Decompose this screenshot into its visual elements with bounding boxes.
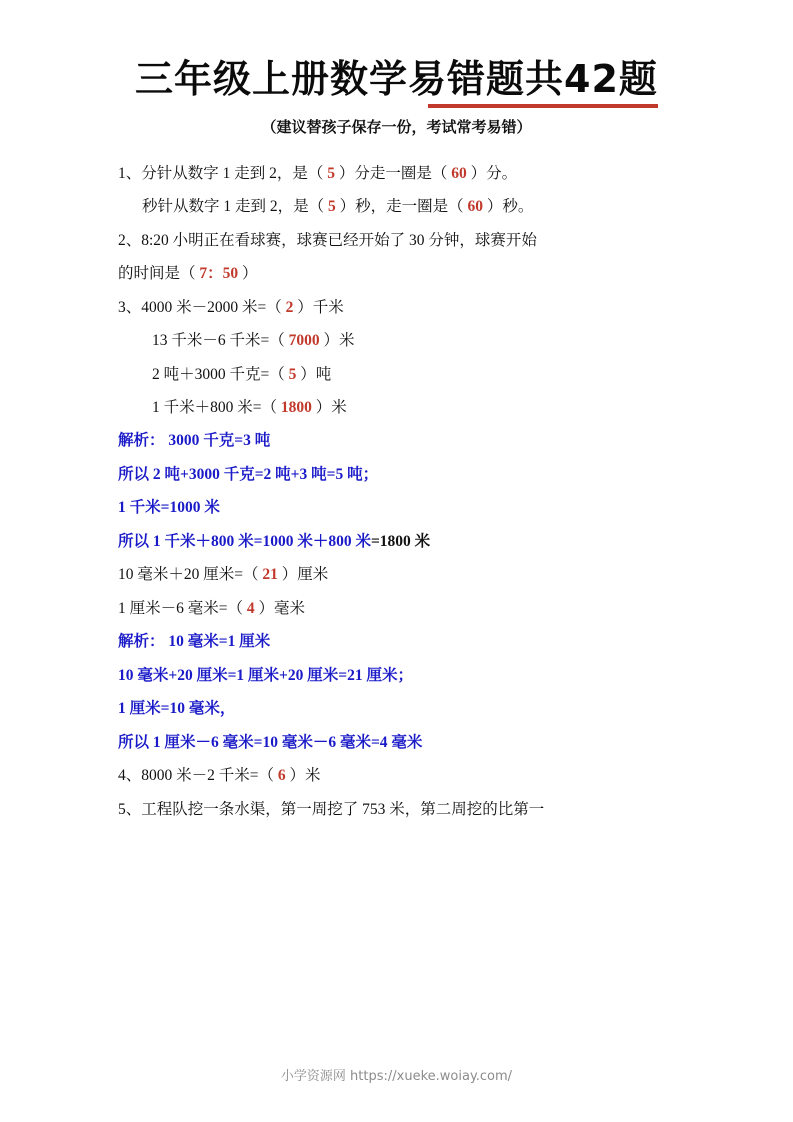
question-3-line-5 xyxy=(118,564,727,586)
q3-l5-part-a: 10 毫米＋20 厘米=（ xyxy=(118,566,259,584)
q3-l2-answer: 7000 xyxy=(288,332,320,350)
q4-part-a: 4、8000 米－2 千米=（ xyxy=(118,767,274,785)
q1-l2-answer-1: 5 xyxy=(328,198,336,216)
question-3-line-2 xyxy=(118,330,727,352)
q3-l6-answer: 4 xyxy=(246,599,255,617)
q1-l2-part-c: ）秒。 xyxy=(486,198,534,216)
explanation-2-label: 解析： xyxy=(118,633,165,651)
question-2-line-2 xyxy=(118,263,727,285)
q1-l1-answer-1: 5 xyxy=(327,164,336,182)
q3-l5-part-b: ）厘米 xyxy=(281,566,329,584)
q3-l2-part-a: 13 千米－6 千米=（ xyxy=(152,332,285,350)
page-subtitle: （建议替孩子保存一份，考试常考易错） xyxy=(261,117,532,136)
explanation-1-line-2: 所以 2 吨+3000 千克=2 吨+3 吨=5 吨； xyxy=(118,465,379,483)
q1-l2-part-b: ）秒，走一圈是（ xyxy=(339,198,464,216)
title-block xyxy=(0,58,793,137)
explanation-2-line-4: 所以 1 厘米－6 毫米=10 毫米－6 毫米=4 毫米 xyxy=(118,733,423,751)
title-underline xyxy=(428,104,658,108)
explanation-2-text: 10 毫米=1 厘米 xyxy=(168,633,271,651)
question-2-line-1: 2、8:20 小明正在看球赛，球赛已经开始了 30 分钟，球赛开始 xyxy=(118,231,537,249)
question-3-line-4 xyxy=(118,397,727,419)
page-title xyxy=(135,58,658,102)
q3-l3-part-a: 2 吨＋3000 千克=（ xyxy=(152,365,285,383)
question-1-line-2 xyxy=(118,196,727,218)
explanation-1-line-3: 1 千米=1000 米 xyxy=(118,499,220,517)
question-1-line-1 xyxy=(118,163,727,185)
question-4-line-1 xyxy=(118,765,727,787)
explanation-2-line-2: 10 毫米+20 厘米=1 厘米+20 厘米=21 厘米； xyxy=(118,666,413,684)
q3-l3-answer: 5 xyxy=(288,365,297,383)
q2-l2-part-a: 的时间是（ xyxy=(118,265,196,283)
q4-part-b: ）米 xyxy=(289,767,321,785)
q1-l2-part-a: 秒针从数字 1 走到 2，是（ xyxy=(142,198,325,216)
explanation-2-line-3: 1 厘米=10 毫米， xyxy=(118,700,236,718)
question-5-line-1: 5、工程队挖一条水渠，第一周挖了 753 米，第二周挖的比第一 xyxy=(118,800,545,818)
q3-l2-part-b: ）米 xyxy=(323,332,355,350)
q3-l3-part-b: ）吨 xyxy=(300,365,332,383)
explanation-1-line-4-bold: 所以 1 千米＋800 米=1000 米＋800 米 xyxy=(118,532,371,550)
q4-answer: 6 xyxy=(277,767,286,785)
question-3-line-6 xyxy=(118,598,727,620)
q1-l2-answer-2: 60 xyxy=(467,198,484,216)
q1-l1-part-c: ）分。 xyxy=(470,164,518,182)
explanation-1-text: 3000 千克=3 吨 xyxy=(168,432,271,450)
explanation-2-line-1 xyxy=(118,631,727,653)
q3-l5-answer: 21 xyxy=(262,566,278,584)
q3-l4-answer: 1800 xyxy=(280,398,312,416)
footer-watermark: 小学资源网 https://xueke.woiay.com/ xyxy=(280,1069,513,1084)
q2-l2-part-b: ） xyxy=(242,265,258,283)
q1-l1-part-a: 1、分针从数字 1 走到 2，是（ xyxy=(118,164,324,182)
q3-l1-part-a: 3、4000 米－2000 米=（ xyxy=(118,298,282,316)
q3-l1-answer: 2 xyxy=(285,298,294,316)
explanation-1-line-4-tail: =1800 米 xyxy=(370,532,431,550)
explanation-1-line-1 xyxy=(118,430,727,452)
explanation-1-line-4 xyxy=(118,531,727,553)
q3-l6-part-b: ）毫米 xyxy=(258,599,306,617)
page-title-text: 三年级上册数学易错题共42题 xyxy=(135,57,658,101)
q1-l1-answer-2: 60 xyxy=(451,164,467,182)
q3-l4-part-a: 1 千米＋800 米=（ xyxy=(152,398,277,416)
q3-l1-part-b: ）千米 xyxy=(297,298,344,316)
question-3-line-3 xyxy=(118,364,727,386)
question-3-line-1 xyxy=(118,297,727,319)
document-body xyxy=(118,163,727,821)
q3-l6-part-a: 1 厘米－6 毫米=（ xyxy=(118,599,243,617)
q1-l1-part-b: ）分走一圈是（ xyxy=(338,164,448,182)
q3-l4-part-b: ）米 xyxy=(315,398,347,416)
explanation-1-label: 解析： xyxy=(118,432,165,450)
q2-l2-answer: 7：50 xyxy=(199,265,239,283)
